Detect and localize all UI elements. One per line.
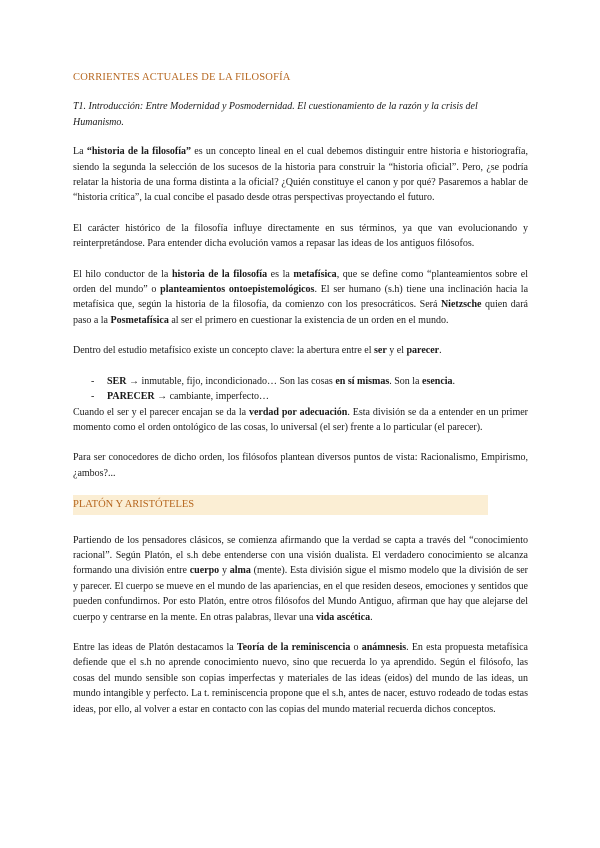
paragraph-racionalismo: Para ser conocedores de dicho orden, los filósofos plantean diversos puntos de vista: Racionalismo, Empirismo, ¿ambos?... xyxy=(73,452,528,479)
paragraph-caracter: El carácter histórico de la filosofía influye directamente en sus términos, ya que van evolucionando y reinterpretándose. Para entender dicha evolución vamos a repasar las ideas de los antiguos filósofos. xyxy=(73,222,528,250)
section-heading: PLATÓN Y ARISTÓTELES xyxy=(73,495,488,514)
paragraph-platon: Partiendo de los pensadores clásicos, se comienza afirmando que la verdad se capta a través del “conocimiento racional”. Según Platón, el s.h debe entenderse con una visión dualista. El verdadero conocimiento se alcanza formando una división entre cuerpo y alma (mente). Esta división sigue el mismo modelo que la división de ser y parecer. El cuerpo se mueve en el mundo de las apariencias, en el que residen deseos, emociones y sentidos que pueden confundirnos. Por esto Platón, entre otros filósofos del Mundo Antiguo, afirman que hay que alejarse del cuerpo y centrarse en la mente. En otras palabras, llevar una vida ascética. xyxy=(73,534,528,623)
paragraph-reminiscencia: Entre las ideas de Platón destacamos la Teoría de la reminiscencia o anámnesis. En esta propuesta metafísica defiende que el s.h no aprende conocimiento nuevo, sino que recuerda lo ya aprendido. Según el filósofo, las cosas del mundo sensible son copias imperfectas y materiales de las ideas (eidos) del mundo de las ideas, un mundo intangible y perfecto. La t. reminiscencia propone que el s.h, antes de nacer, estuvo rodeado de todas estas ideas, por ello, al volver a estar en contacto con las copias del mundo material recuerda dichos conceptos. xyxy=(73,641,528,715)
list-item: - SER → inmutable, fijo, incondicionado… Son las cosas en sí mismas. Son la esencia. xyxy=(91,374,528,389)
subtitle: T1. Introducción: Entre Modernidad y Posmodernidad. El cuestionamiento de la razón y la crisis del Humanismo. xyxy=(73,101,478,128)
list-item: - PARECER → cambiante, imperfecto… xyxy=(91,389,528,404)
paragraph-historia: La “historia de la filosofía” es un concepto lineal en el cual debemos distinguir entre historia e historiografía, siendo la segunda la selección de los sucesos de la historia para construir la “historia oficial”. Pero, ¿se podría relatar la historia de una forma distinta a la oficial? ¿Quién constituye el canon y por qué? Pasaremos a hablar de “historia crítica”, la cual concibe el pasado desde otras perspectivas proyectando el futuro. xyxy=(73,146,528,204)
document-body xyxy=(73,70,528,732)
paragraph-hilo-conductor: El hilo conductor de la historia de la filosofía es la metafísica, que se define como “planteamientos sobre el orden del mundo” o planteamientos ontoepistemológicos. El ser humano (s.h) tiene una inclinación hacia la metafísica que, según la historia de la filosofía, da comienzo con los presocráticos. Será Nietzsche quien dará paso a la Posmetafísica al ser el primero en cuestionar la existencia de un orden en el mundo. xyxy=(73,268,529,326)
page-title: CORRIENTES ACTUALES DE LA FILOSOFÍA xyxy=(73,72,291,83)
ser-parecer-list xyxy=(73,374,528,405)
paragraph-abertura: Dentro del estudio metafísico existe un concepto clave: la abertura entre el ser y el parecer. xyxy=(73,345,442,357)
paragraph-verdad: Cuando el ser y el parecer encajan se da la verdad por adecuación. Esta división se da a entender en un primer momento como el orden ontológico de las cosas, lo universal (el ser) frente a lo particular (el parecer). xyxy=(73,406,528,433)
